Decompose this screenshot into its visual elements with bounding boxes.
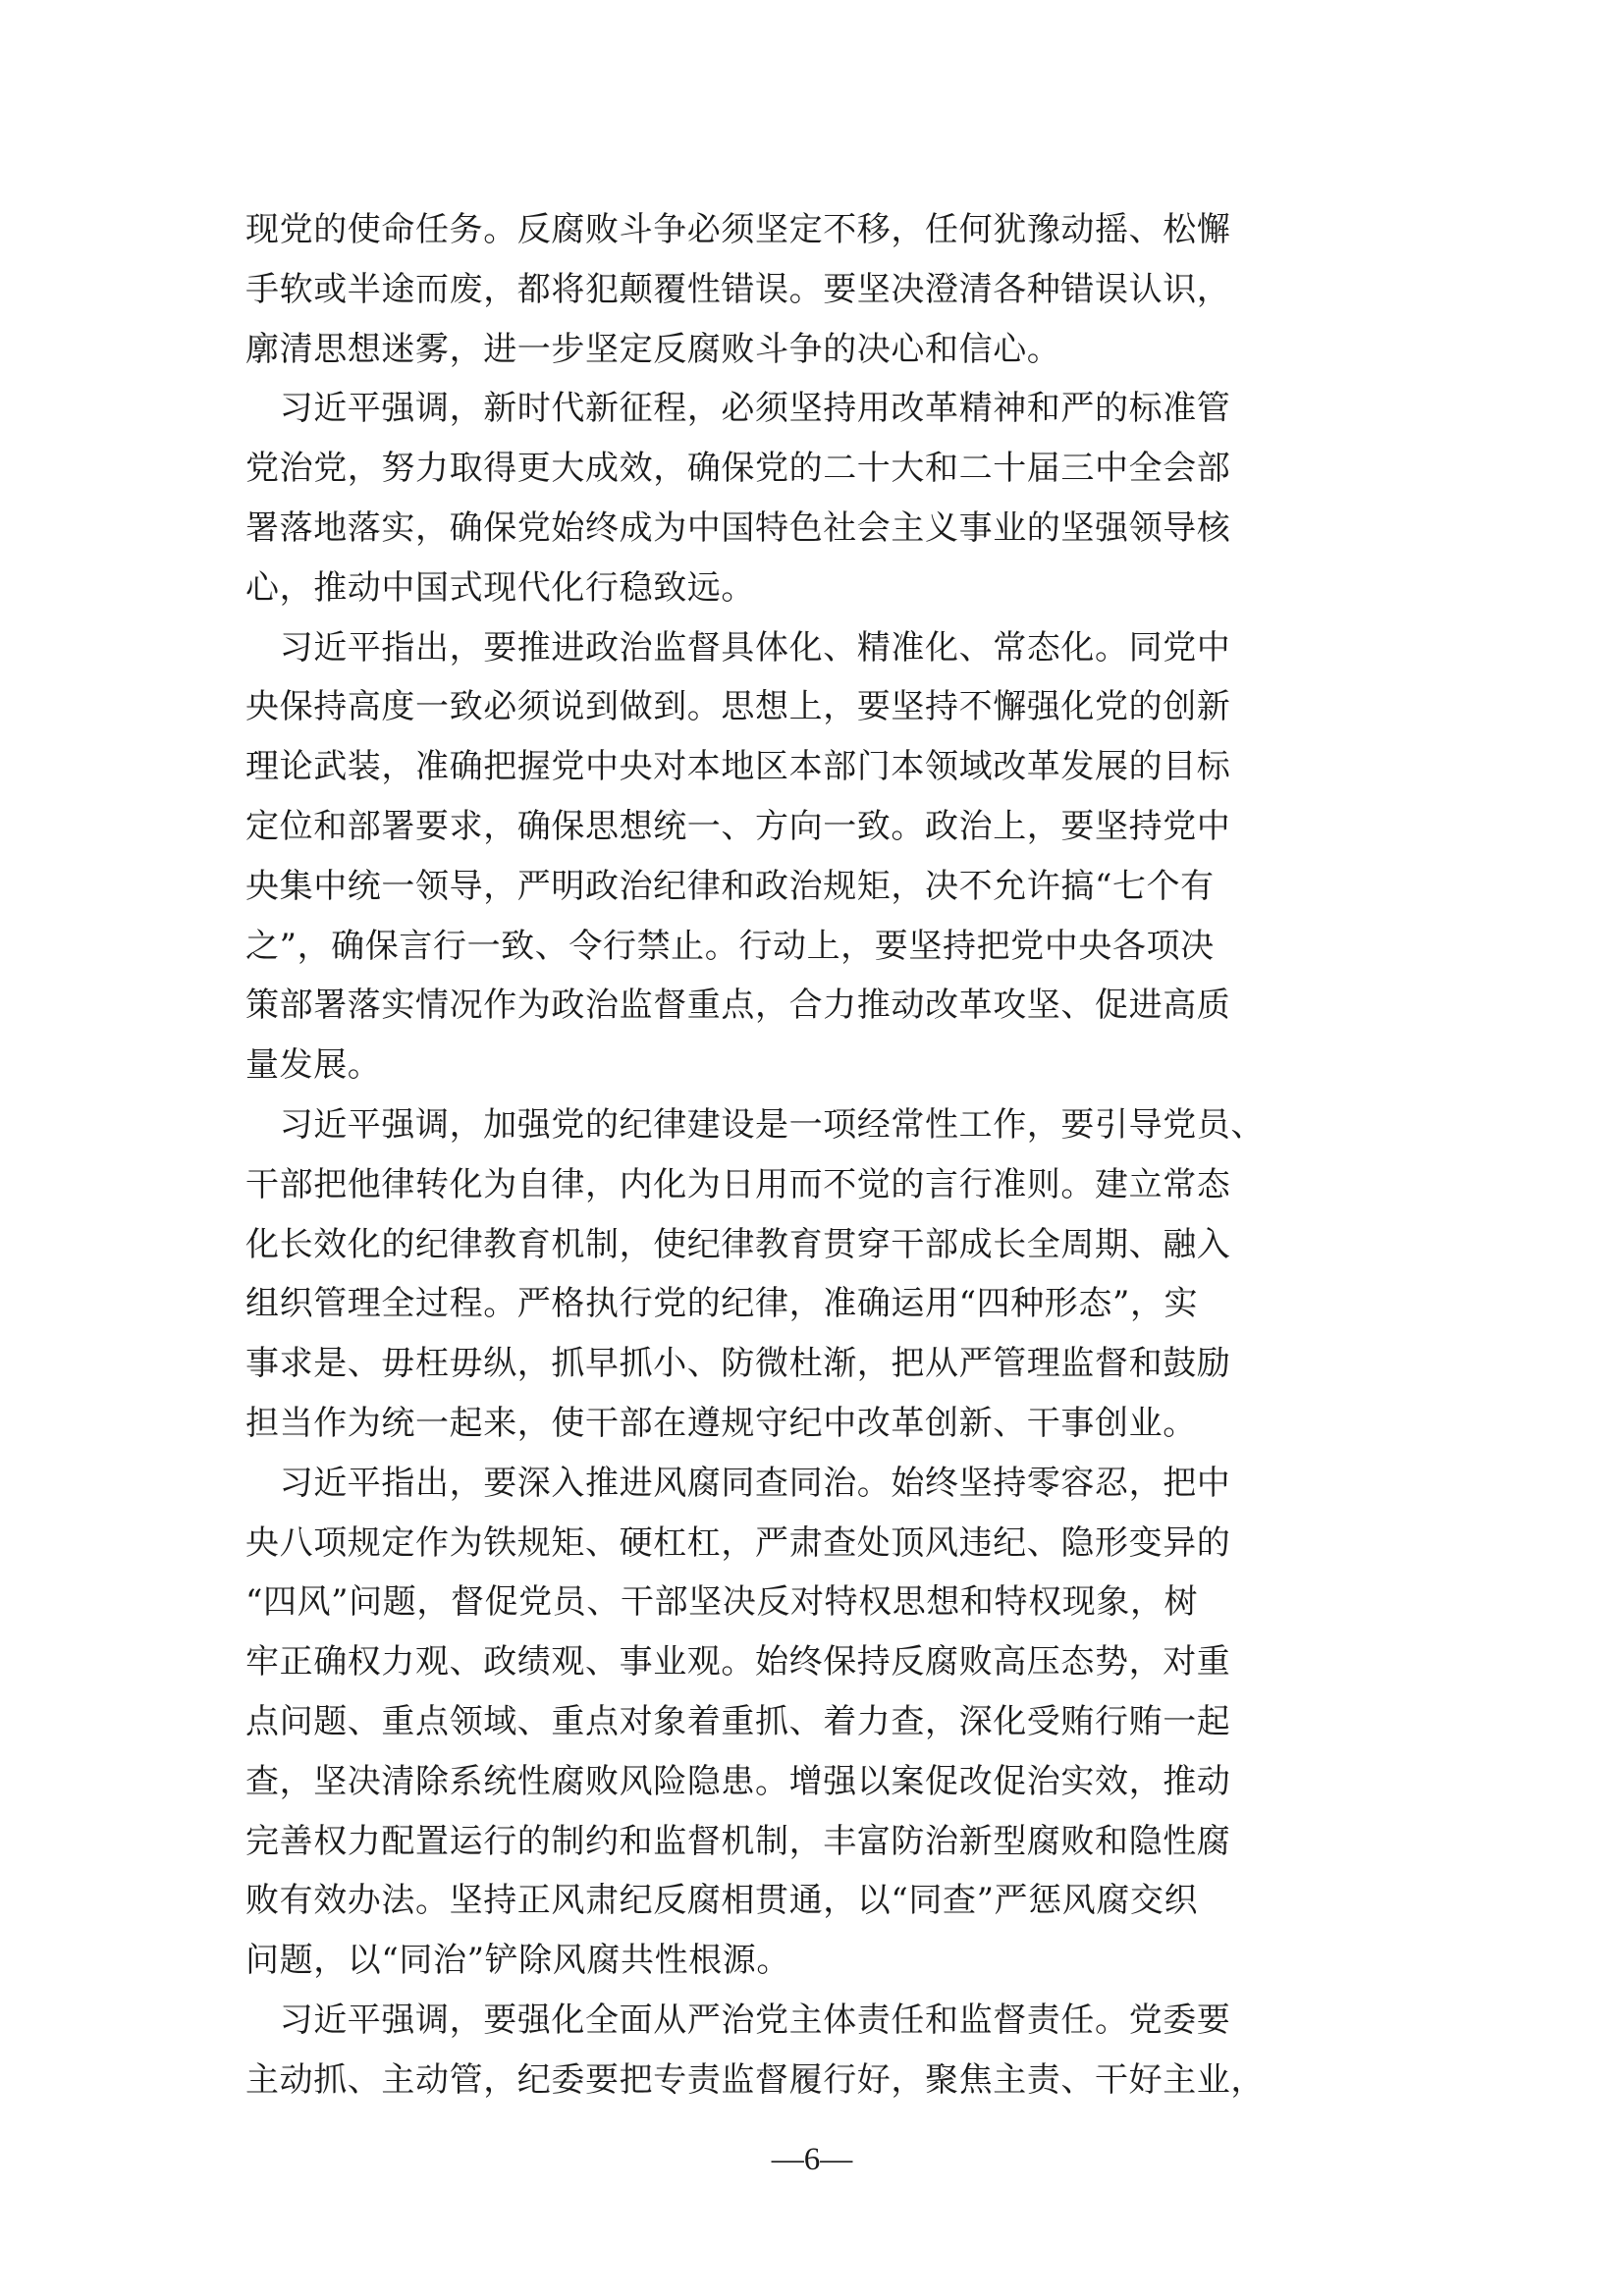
text-line: 定位和部署要求，确保思想统一、方向一致。政治上，要坚持党中	[245, 806, 1231, 846]
text-line: 策部署落实情况作为政治监督重点，合力推动改革攻坚、促进高质	[245, 986, 1231, 1026]
text-line: 组织管理全过程。严格执行党的纪律，准确运用“四种形态”，实	[245, 1284, 1199, 1324]
text-line: 手软或半途而废，都将犯颠覆性错误。要坚决澄清各种错误认识，	[245, 269, 1231, 309]
text-line: 问题，以“同治”铲除风腐共性根源。	[245, 1941, 790, 1981]
text-line: 事求是、毋枉毋纵，抓早抓小、防微杜渐，把从严管理监督和鼓励	[245, 1344, 1231, 1384]
text-line: 点问题、重点领域、重点对象着重抓、着力查，深化受贿行贿一起	[245, 1701, 1231, 1741]
text-line: 败有效办法。坚持正风肃纪反腐相贯通，以“同查”严惩风腐交织	[245, 1881, 1199, 1921]
text-line: 查，坚决清除系统性腐败风险隐患。增强以案促改促治实效，推动	[245, 1761, 1231, 1801]
text-line: 署落地落实，确保党始终成为中国特色社会主义事业的坚强领导核	[245, 507, 1231, 548]
text-line: “四风”问题，督促党员、干部坚决反对特权思想和特权现象，树	[245, 1582, 1199, 1623]
text-line: 理论武装，准确把握党中央对本地区本部门本领域改革发展的目标	[245, 747, 1231, 787]
text-line: 牢正确权力观、政绩观、事业观。始终保持反腐败高压态势，对重	[245, 1642, 1231, 1682]
text-line: 干部把他律转化为自律，内化为日用而不觉的言行准则。建立常态	[245, 1164, 1231, 1204]
text-line: 之”，确保言行一致、令行禁止。行动上，要坚持把党中央各项决	[245, 926, 1215, 966]
text-line: 央八项规定作为铁规矩、硬杠杠，严肃查处顶风违纪、隐形变异的	[245, 1522, 1231, 1563]
text-line: 习近平强调，加强党的纪律建设是一项经常性工作，要引导党员、	[245, 1104, 1265, 1145]
text-line: 习近平强调，要强化全面从严治党主体责任和监督责任。党委要	[245, 2000, 1231, 2040]
text-line: 央集中统一领导，严明政治纪律和政治规矩，决不允许搞“七个有	[245, 866, 1215, 906]
text-line: 现党的使命任务。反腐败斗争必须坚定不移，任何犹豫动摇、松懈	[245, 210, 1231, 249]
text-line: 完善权力配置运行的制约和监督机制，丰富防治新型腐败和隐性腐	[245, 1821, 1231, 1861]
body-text	[245, 200, 1396, 2110]
text-line: 主动抓、主动管，纪委要把专责监督履行好，聚焦主责、干好主业，	[245, 2059, 1265, 2100]
text-line: 央保持高度一致必须说到做到。思想上，要坚持不懈强化党的创新	[245, 687, 1231, 727]
text-line: 廓清思想迷雾，进一步坚定反腐败斗争的决心和信心。	[245, 329, 1061, 369]
text-line: 习近平指出，要深入推进风腐同查同治。始终坚持零容忍，把中	[245, 1463, 1231, 1503]
text-line: 心，推动中国式现代化行稳致远。	[245, 567, 755, 608]
page-number: —6—	[771, 2142, 853, 2177]
text-line: 习近平指出，要推进政治监督具体化、精准化、常态化。同党中	[245, 627, 1231, 667]
text-line: 习近平强调，新时代新征程，必须坚持用改革精神和严的标准管	[245, 389, 1231, 429]
text-line: 量发展。	[245, 1045, 382, 1086]
text-line: 担当作为统一起来，使干部在遵规守纪中改革创新、干事创业。	[245, 1403, 1197, 1443]
text-line: 党治党，努力取得更大成效，确保党的二十大和二十届三中全会部	[245, 449, 1231, 489]
text-line: 化长效化的纪律教育机制，使纪律教育贯穿干部成长全周期、融入	[245, 1224, 1231, 1264]
